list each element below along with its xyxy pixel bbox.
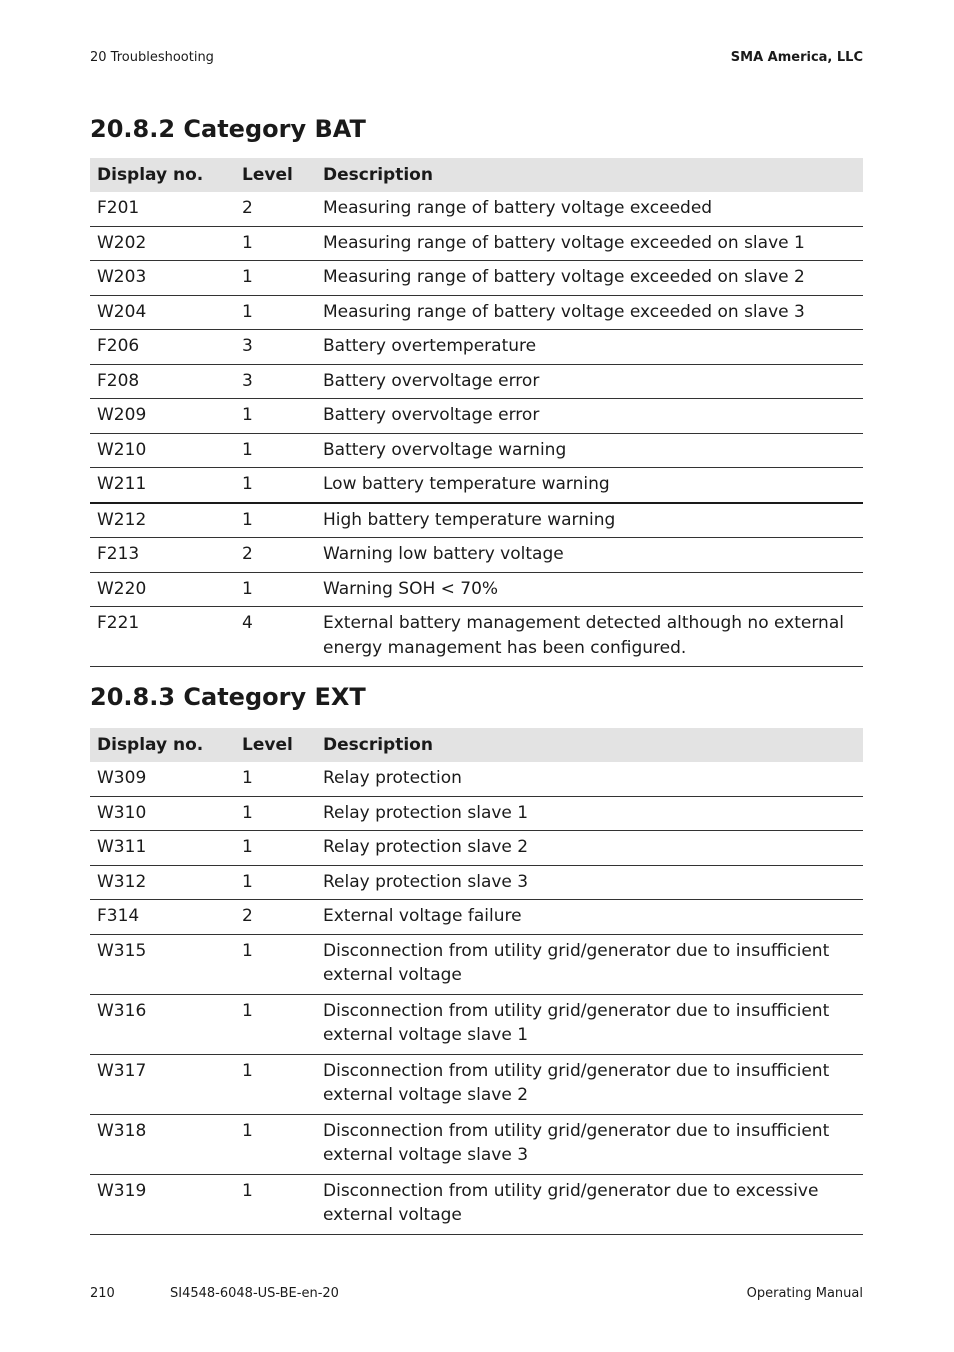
table-row [90,1054,863,1114]
cell-level: 1 [235,831,316,866]
cell-level: 1 [235,762,316,796]
cell-display-no: W209 [90,399,235,434]
table-row [90,1114,863,1174]
cell-level: 1 [235,1174,316,1234]
section-category-ext [90,682,863,1235]
cell-level: 1 [235,1054,316,1114]
cell-display-no: W318 [90,1114,235,1174]
cell-display-no: W203 [90,261,235,296]
table-row [90,399,863,434]
cell-level: 2 [235,192,316,226]
table-row [90,796,863,831]
cell-display-no: W311 [90,831,235,866]
section-title-bat: 20.8.2 Category BAT [90,115,366,143]
cell-description: Disconnection from utility grid/generator due to insufficient external voltage [316,934,863,994]
cell-description: Low battery temperature warning [316,468,863,503]
table-header-row [90,728,863,762]
cell-display-no: W317 [90,1054,235,1114]
cell-level: 4 [235,607,316,667]
table-row [90,226,863,261]
table-row [90,364,863,399]
section-title-ext: 20.8.3 Category EXT [90,683,366,711]
table-row [90,831,863,866]
bat-table [90,158,863,667]
cell-description: Measuring range of battery voltage exceeded on slave 1 [316,226,863,261]
cell-description: Warning low battery voltage [316,538,863,573]
cell-description: Relay protection slave 3 [316,865,863,900]
table-row [90,900,863,935]
cell-level: 1 [235,433,316,468]
cell-level: 1 [235,468,316,503]
footer-document-code: SI4548-6048-US-BE-en-20 [170,1286,339,1301]
cell-display-no: W204 [90,295,235,330]
cell-level: 1 [235,865,316,900]
table-row [90,192,863,226]
cell-display-no: W316 [90,994,235,1054]
cell-display-no: W210 [90,433,235,468]
cell-description: High battery temperature warning [316,503,863,538]
cell-level: 1 [235,1114,316,1174]
cell-display-no: W319 [90,1174,235,1234]
cell-level: 2 [235,900,316,935]
cell-description: Measuring range of battery voltage exceeded on slave 2 [316,261,863,296]
cell-level: 1 [235,261,316,296]
cell-description: Battery overtemperature [316,330,863,365]
table-row [90,934,863,994]
cell-level: 1 [235,226,316,261]
cell-display-no: F221 [90,607,235,667]
cell-level: 1 [235,994,316,1054]
page-footer [90,1284,863,1304]
cell-level: 1 [235,503,316,538]
cell-description: Relay protection [316,762,863,796]
cell-level: 3 [235,330,316,365]
footer-document-type: Operating Manual [746,1286,863,1301]
cell-display-no: W309 [90,762,235,796]
table-row [90,994,863,1054]
footer-page-number: 210 [90,1286,115,1301]
cell-description: Disconnection from utility grid/generator due to excessive external voltage [316,1174,863,1234]
cell-description: Relay protection slave 2 [316,831,863,866]
table-row [90,503,863,538]
cell-description: Measuring range of battery voltage exceeded [316,192,863,226]
page-header [90,48,863,68]
cell-level: 1 [235,295,316,330]
cell-description: Disconnection from utility grid/generator due to insufficient external voltage slave 2 [316,1054,863,1114]
cell-level: 1 [235,796,316,831]
cell-display-no: W310 [90,796,235,831]
table-row [90,762,863,796]
col-header-level: Level [235,158,316,192]
table-row [90,295,863,330]
cell-display-no: F208 [90,364,235,399]
header-company: SMA America, LLC [730,50,863,65]
cell-display-no: W315 [90,934,235,994]
cell-description: Battery overvoltage error [316,399,863,434]
cell-level: 3 [235,364,316,399]
table-row [90,572,863,607]
cell-display-no: F206 [90,330,235,365]
cell-description: Battery overvoltage warning [316,433,863,468]
cell-description: Relay protection slave 1 [316,796,863,831]
table-row [90,433,863,468]
col-header-description: Description [316,158,863,192]
table-row [90,261,863,296]
cell-display-no: F213 [90,538,235,573]
col-header-display-no: Display no. [90,158,235,192]
ext-table [90,728,863,1235]
col-header-display-no: Display no. [90,728,235,762]
cell-level: 1 [235,399,316,434]
col-header-level: Level [235,728,316,762]
cell-description: Disconnection from utility grid/generator due to insufficient external voltage slave 3 [316,1114,863,1174]
cell-display-no: F201 [90,192,235,226]
table-row [90,607,863,667]
cell-description: Battery overvoltage error [316,364,863,399]
cell-display-no: W212 [90,503,235,538]
table-row [90,330,863,365]
col-header-description: Description [316,728,863,762]
table-row [90,468,863,503]
cell-display-no: W202 [90,226,235,261]
header-chapter: 20 Troubleshooting [90,50,214,65]
cell-description: Disconnection from utility grid/generator due to insufficient external voltage slave 1 [316,994,863,1054]
table-row [90,865,863,900]
cell-display-no: W312 [90,865,235,900]
section-category-bat [90,114,863,667]
table-header-row [90,158,863,192]
cell-level: 1 [235,934,316,994]
cell-description: External voltage failure [316,900,863,935]
table-row [90,538,863,573]
cell-display-no: W211 [90,468,235,503]
cell-description: Warning SOH < 70% [316,572,863,607]
cell-level: 1 [235,572,316,607]
cell-description: External battery management detected although no external energy management has been configured. [316,607,863,667]
cell-display-no: F314 [90,900,235,935]
cell-display-no: W220 [90,572,235,607]
cell-description: Measuring range of battery voltage exceeded on slave 3 [316,295,863,330]
table-row [90,1174,863,1234]
cell-level: 2 [235,538,316,573]
